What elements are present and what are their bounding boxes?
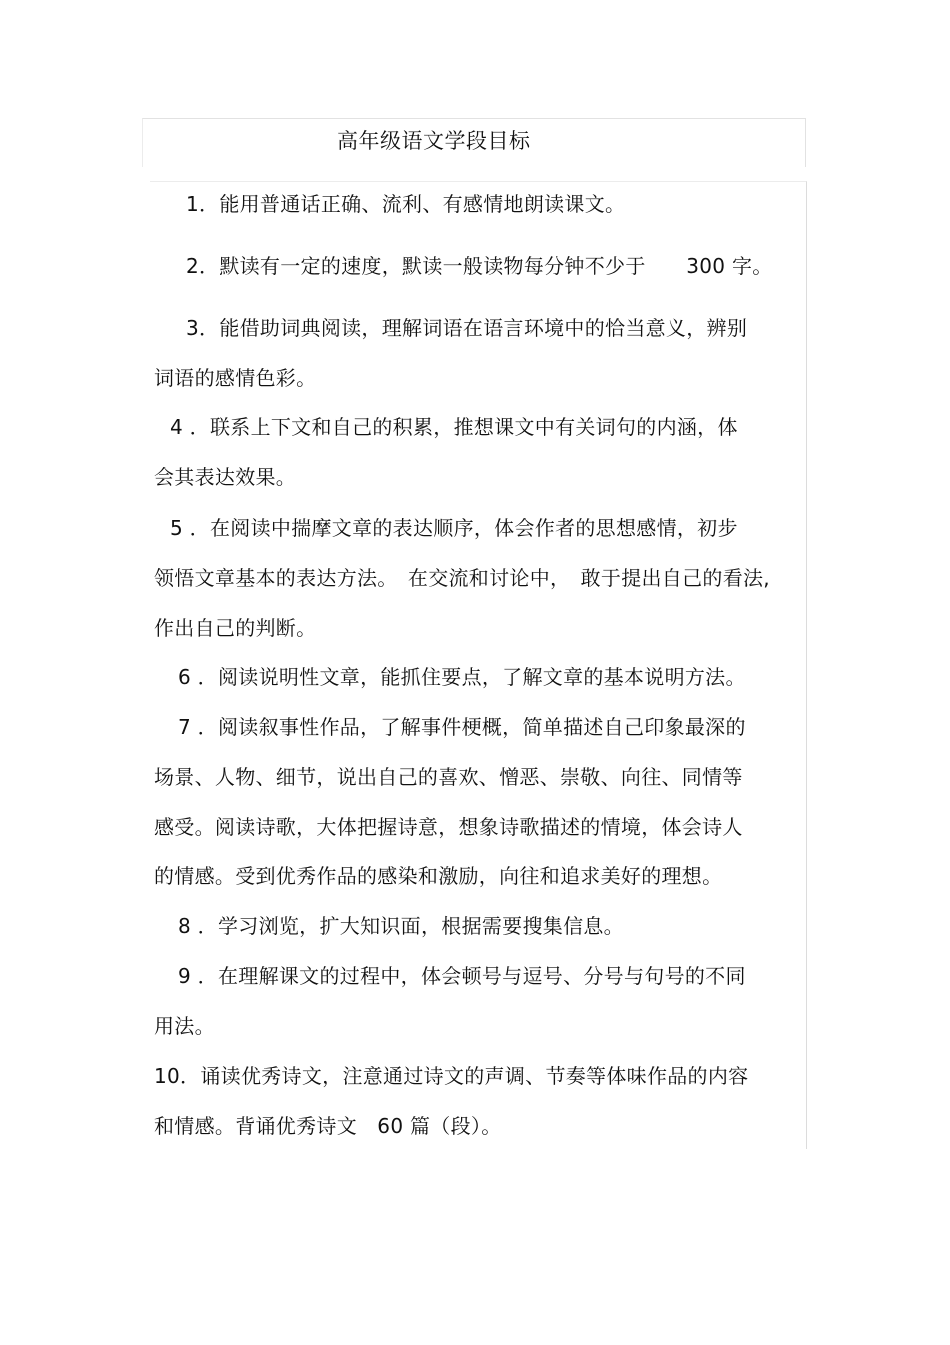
goal-2-line-1: 2．默读有一定的速度，默读一般读物每分钟不少于 300 字。 xyxy=(186,254,773,278)
document-title: 高年级语文学段目标 xyxy=(337,129,531,153)
goal-6-line-1: 6 ．阅读说明性文章，能抓住要点，了解文章的基本说明方法。 xyxy=(178,665,746,689)
goal-10-line-2: 和情感。背诵优秀诗文 60 篇（段）。 xyxy=(154,1114,502,1138)
goal-5-line-1: 5 ．在阅读中揣摩文章的表达顺序，体会作者的思想感情，初步 xyxy=(170,516,738,540)
goal-7-line-4: 的情感。受到优秀作品的感染和激励，向往和追求美好的理想。 xyxy=(154,864,723,888)
goal-4-line-2: 会其表达效果。 xyxy=(154,465,297,489)
goal-3-line-1: 3．能借助词典阅读，理解词语在语言环境中的恰当意义，辨别 xyxy=(186,316,748,340)
goal-10-line-1: 10．诵读优秀诗文，注意通过诗文的声调、节奏等体味作品的内容 xyxy=(154,1064,749,1088)
goal-9-line-1: 9 ．在理解课文的过程中，体会顿号与逗号、分号与句号的不同 xyxy=(178,964,746,988)
goal-4-line-1: 4 ．联系上下文和自己的积累，推想课文中有关词句的内涵，体 xyxy=(170,415,738,439)
goal-5-line-2: 领悟文章基本的表达方法。 在交流和讨论中， 敢于提出自己的看法, xyxy=(154,566,770,590)
goal-8-line-1: 8 ．学习浏览，扩大知识面，根据需要搜集信息。 xyxy=(178,914,624,938)
goal-9-line-2: 用法。 xyxy=(154,1014,215,1038)
goal-3-line-2: 词语的感情色彩。 xyxy=(154,366,317,390)
goal-7-line-2: 场景、人物、细节，说出自己的喜欢、憎恶、崇敬、向往、同情等 xyxy=(154,765,743,789)
goal-5-line-3: 作出自己的判断。 xyxy=(154,616,317,640)
goal-1-line-1: 1．能用普通话正确、流利、有感情地朗读课文。 xyxy=(186,192,626,216)
goal-7-line-1: 7 ．阅读叙事性作品，了解事件梗概，简单描述自己印象最深的 xyxy=(178,715,746,739)
goal-7-line-3: 感受。阅读诗歌，大体把握诗意，想象诗歌描述的情境，体会诗人 xyxy=(154,815,743,839)
